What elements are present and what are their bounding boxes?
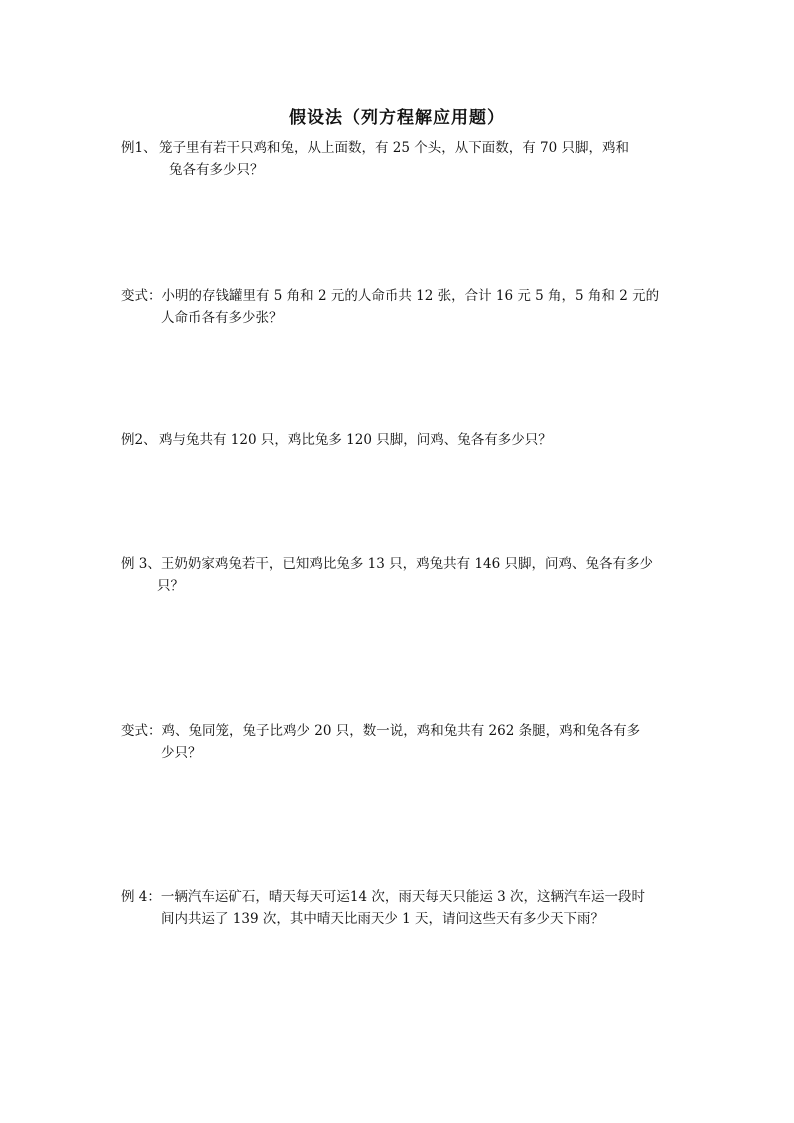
problem-example-4: [121, 886, 681, 930]
problem-first-line: [121, 137, 681, 159]
problem-text: 王奶奶家鸡兔若干，已知鸡比兔多 13 只，鸡兔共有 146 只脚，问鸡、兔各有多少: [160, 556, 654, 572]
problem-label: 例2、: [121, 432, 157, 448]
problem-text: 笼子里有若干只鸡和兔，从上面数，有 25 个头，从下面数，有 70 只脚，鸡和: [159, 140, 630, 156]
problem-label: 例 3、: [121, 556, 161, 572]
problem-continuation: 只？: [157, 578, 184, 594]
problem-first-line: [121, 285, 681, 307]
problem-text: 鸡、兔同笼，兔子比鸡少 20 只，数一说，鸡和兔共有 262 条腿，鸡和兔各有多: [161, 723, 641, 739]
problem-label: 例 4：: [121, 889, 161, 905]
problem-first-line: [121, 553, 681, 575]
problem-label: 变式：: [121, 723, 162, 739]
problem-text: 小明的存钱罐里有 5 角和 2 元的人命币共 12 张，合计 16 元 5 角，5 角和 2 元的: [161, 288, 660, 304]
problem-example-2: [121, 429, 681, 451]
problem-variant-2: [121, 720, 681, 764]
problem-continuation: 间内共运了 139 次，其中晴天比雨天少 1 天，请问这些天有多少天下雨？: [161, 911, 605, 927]
problem-text: 鸡与兔共有 120 只，鸡比兔多 120 只脚，问鸡、兔各有多少只？: [159, 432, 552, 448]
page-title: 假设法（列方程解应用题）: [289, 108, 505, 128]
problem-first-line: [121, 886, 681, 908]
problem-example-3: [121, 553, 681, 597]
problem-example-1: [121, 137, 681, 181]
problem-label: 例1、: [121, 140, 157, 156]
problem-variant-1: [121, 285, 681, 329]
problem-label: 变式：: [121, 288, 162, 304]
problem-first-line: [121, 429, 681, 451]
problem-continuation: 人命币各有多少张？: [161, 310, 283, 326]
problem-continuation: 兔各有多少只？: [169, 162, 264, 178]
problem-first-line: [121, 720, 681, 742]
problem-text: 一辆汽车运矿石，晴天每天可运14 次，雨天每天只能运 3 次，这辆汽车运一段时: [160, 889, 646, 905]
problem-continuation: 少只？: [161, 745, 202, 761]
